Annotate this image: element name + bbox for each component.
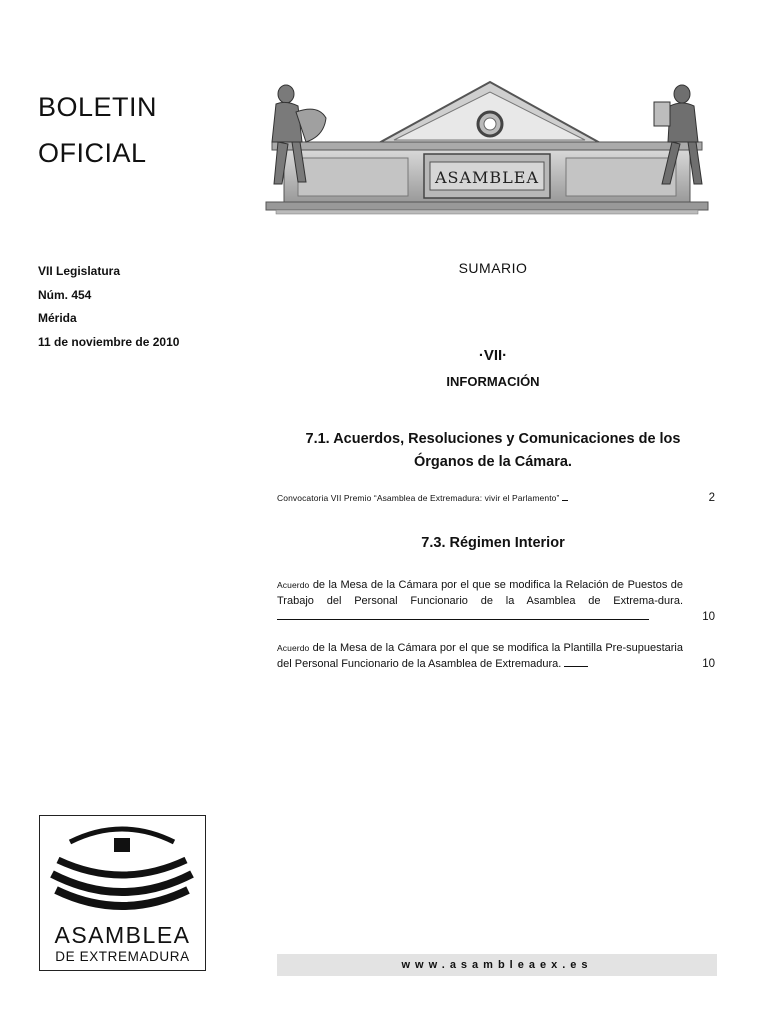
toc-entry[interactable] <box>277 640 715 672</box>
toc-page-number: 10 <box>702 611 715 623</box>
emblem-text: ASAMBLEA <box>434 168 540 187</box>
issue-number: Núm. 454 <box>38 287 92 302</box>
masthead-title <box>38 84 157 176</box>
issue-place: Mérida <box>38 311 77 325</box>
toc-lead-word: Acuerdo <box>277 643 310 653</box>
masthead-line-1: BOLETIN <box>38 92 158 122</box>
issue-metadata <box>38 264 179 358</box>
logo-name: ASAMBLEA <box>54 922 191 948</box>
toc-entry[interactable] <box>277 577 715 625</box>
asamblea-arcs-logo-icon <box>40 816 204 920</box>
toc-entry[interactable] <box>277 490 715 506</box>
toc-entry-body: de la Mesa de la Cámara por el que se modifica la Plantilla Pre-supuestaria del Personal Funcionario de la Asamblea de Extremadura. <box>277 642 683 670</box>
toc-entry-text <box>277 490 683 506</box>
section-title: INFORMACIÓN <box>446 374 540 389</box>
subsection-title: 7.1. Acuerdos, Resoluciones y Comunicaciones de los Órganos de la Cámara. <box>305 431 681 470</box>
leader-line <box>564 657 588 667</box>
logo-subtitle: DE EXTREMADURA <box>55 949 190 964</box>
subsection-title: 7.3. Régimen Interior <box>421 535 565 551</box>
asamblea-logo <box>39 815 206 971</box>
leader-line <box>277 610 649 620</box>
section-number: ·VII· <box>478 347 508 364</box>
masthead-line-2: OFICIAL <box>38 138 147 168</box>
footer-url[interactable]: www.asambleaex.es <box>277 954 717 976</box>
building-pediment-illustration <box>262 72 712 222</box>
toc-entry-text <box>277 577 683 625</box>
toc-entry-text <box>277 640 683 672</box>
toc-page-number: 10 <box>702 658 715 670</box>
legislatura-label: VII Legislatura <box>38 264 121 278</box>
leader-line <box>562 491 568 501</box>
sumario-heading: SUMARIO <box>458 260 528 276</box>
issue-date: 11 de noviembre de 2010 <box>38 334 180 349</box>
toc-entry-body: de la Mesa de la Cámara por el que se modifica la Relación de Puestos de Trabajo del Personal Funcionario de la Asamblea de Extrema-dura. <box>277 579 683 607</box>
toc-lead-word: Acuerdo <box>277 580 310 590</box>
toc-entry-smallcaps: Convocatoria VII Premio “Asamblea de Extremadura: vivir el Parlamento” <box>277 493 560 503</box>
toc-page-number: 2 <box>708 492 715 504</box>
